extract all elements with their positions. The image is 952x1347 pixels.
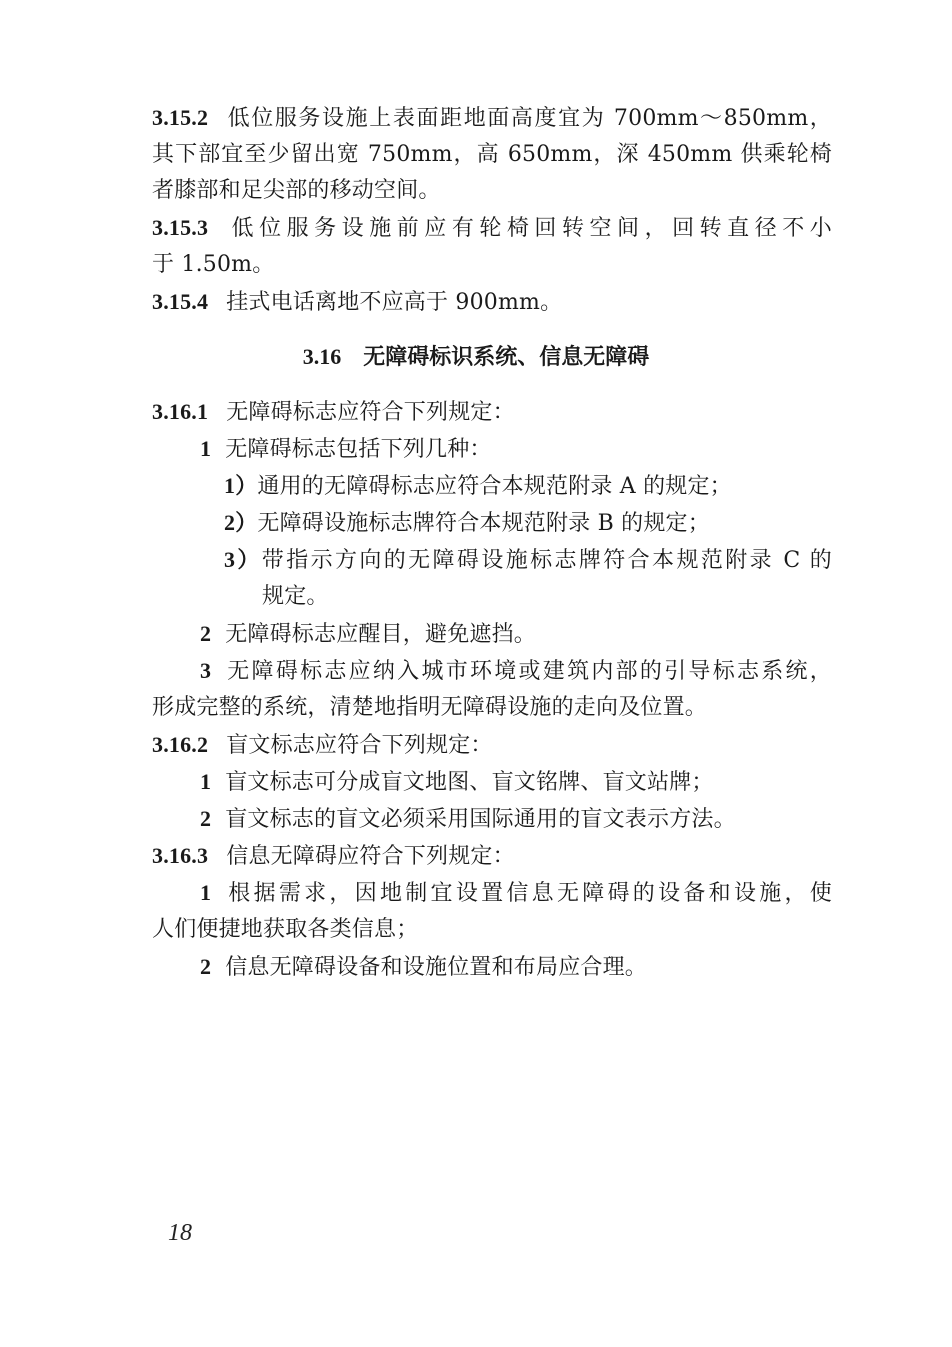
item-text: 根据需求，因地制宜设置信息无障碍的设备和设施，使 bbox=[225, 881, 832, 906]
item-number: 2 bbox=[200, 954, 212, 979]
clause-3-15-3-line-1 bbox=[152, 214, 832, 243]
clause-3-16-1-item-1 bbox=[200, 435, 880, 464]
section-number: 3.16 bbox=[302, 344, 342, 369]
item-text: 无障碍标志包括下列几种： bbox=[225, 437, 492, 462]
clause-3-16-3-item-1-line-1 bbox=[200, 879, 832, 908]
sub-item-number: 1） bbox=[224, 473, 258, 498]
clause-number: 3.16.2 bbox=[152, 732, 209, 757]
clause-3-16-1-item-1-sub-3-line-1 bbox=[224, 546, 832, 575]
sub-item-number: 2） bbox=[224, 510, 258, 535]
section-heading-3-16 bbox=[0, 343, 952, 372]
clause-3-16-1-item-3-line-2 bbox=[152, 694, 832, 722]
clause-3-16-1-item-2 bbox=[200, 620, 880, 649]
item-number: 2 bbox=[200, 806, 212, 831]
clause-3-16-3 bbox=[152, 842, 832, 871]
clause-number: 3.15.4 bbox=[152, 289, 209, 314]
item-number: 1 bbox=[200, 769, 212, 794]
clause-3-15-4 bbox=[152, 288, 832, 317]
clause-3-16-1-item-1-sub-3-line-2 bbox=[262, 583, 942, 611]
clause-text: 者膝部和足尖部的移动空间。 bbox=[152, 178, 441, 203]
clause-3-16-2-item-2 bbox=[200, 805, 880, 834]
clause-number: 3.16.1 bbox=[152, 399, 209, 424]
clause-3-16-3-item-1-line-2 bbox=[152, 916, 832, 944]
page-number: 18 bbox=[168, 1220, 192, 1246]
clause-3-15-2-line-3 bbox=[152, 177, 832, 205]
clause-number: 3.16.3 bbox=[152, 843, 209, 868]
sub-item-text: 通用的无障碍标志应符合本规范附录 A 的规定； bbox=[257, 474, 732, 499]
item-text: 无障碍标志应纳入城市环境或建筑内部的引导标志系统， bbox=[225, 659, 832, 684]
sub-item-text: 无障碍设施标志牌符合本规范附录 B 的规定； bbox=[257, 511, 710, 536]
clause-text: 低位服务设施上表面距地面高度宜为 700mm～850mm， bbox=[226, 106, 832, 131]
clause-text: 盲文标志应符合下列规定： bbox=[226, 733, 493, 758]
clause-number: 3.15.3 bbox=[152, 215, 209, 240]
clause-3-16-1-item-1-sub-1 bbox=[224, 472, 904, 501]
item-number: 1 bbox=[200, 880, 212, 905]
sub-item-text: 规定。 bbox=[262, 584, 329, 609]
item-text: 盲文标志的盲文必须采用国际通用的盲文表示方法。 bbox=[225, 807, 736, 832]
item-number: 2 bbox=[200, 621, 212, 646]
clause-text: 其下部宜至少留出宽 750mm，高 650mm，深 450mm 供乘轮椅 bbox=[152, 142, 832, 167]
item-text: 人们便捷地获取各类信息； bbox=[152, 917, 419, 942]
item-text: 形成完整的系统，清楚地指明无障碍设施的走向及位置。 bbox=[152, 695, 708, 720]
clause-3-16-1-item-3-line-1 bbox=[200, 657, 832, 686]
item-number: 1 bbox=[200, 436, 212, 461]
item-text: 信息无障碍设备和设施位置和布局应合理。 bbox=[225, 955, 648, 980]
clause-text: 无障碍标志应符合下列规定： bbox=[226, 400, 515, 425]
item-number: 3 bbox=[200, 658, 212, 683]
clause-number: 3.15.2 bbox=[152, 105, 209, 130]
section-title: 无障碍标识系统、信息无障碍 bbox=[363, 345, 650, 370]
clause-text: 挂式电话离地不应高于 900mm。 bbox=[226, 290, 563, 315]
clause-text: 于 1.50m。 bbox=[152, 252, 275, 277]
item-text: 盲文标志可分成盲文地图、盲文铭牌、盲文站牌； bbox=[225, 770, 714, 795]
clause-text: 低位服务设施前应有轮椅回转空间，回转直径不小 bbox=[226, 216, 832, 241]
clause-3-16-2 bbox=[152, 731, 832, 760]
clause-3-16-1 bbox=[152, 398, 832, 427]
sub-item-number: 3） bbox=[224, 547, 262, 572]
clause-text: 信息无障碍应符合下列规定： bbox=[226, 844, 515, 869]
sub-item-text: 带指示方向的无障碍设施标志牌符合本规范附录 C 的 bbox=[261, 548, 833, 573]
clause-3-16-3-item-2 bbox=[200, 953, 880, 982]
clause-3-16-1-item-1-sub-2 bbox=[224, 509, 904, 538]
clause-3-15-3-line-2 bbox=[152, 251, 832, 279]
item-text: 无障碍标志应醒目，避免遮挡。 bbox=[225, 622, 537, 647]
clause-3-15-2-line-1 bbox=[152, 104, 832, 133]
clause-3-15-2-line-2 bbox=[152, 141, 832, 169]
clause-3-16-2-item-1 bbox=[200, 768, 880, 797]
